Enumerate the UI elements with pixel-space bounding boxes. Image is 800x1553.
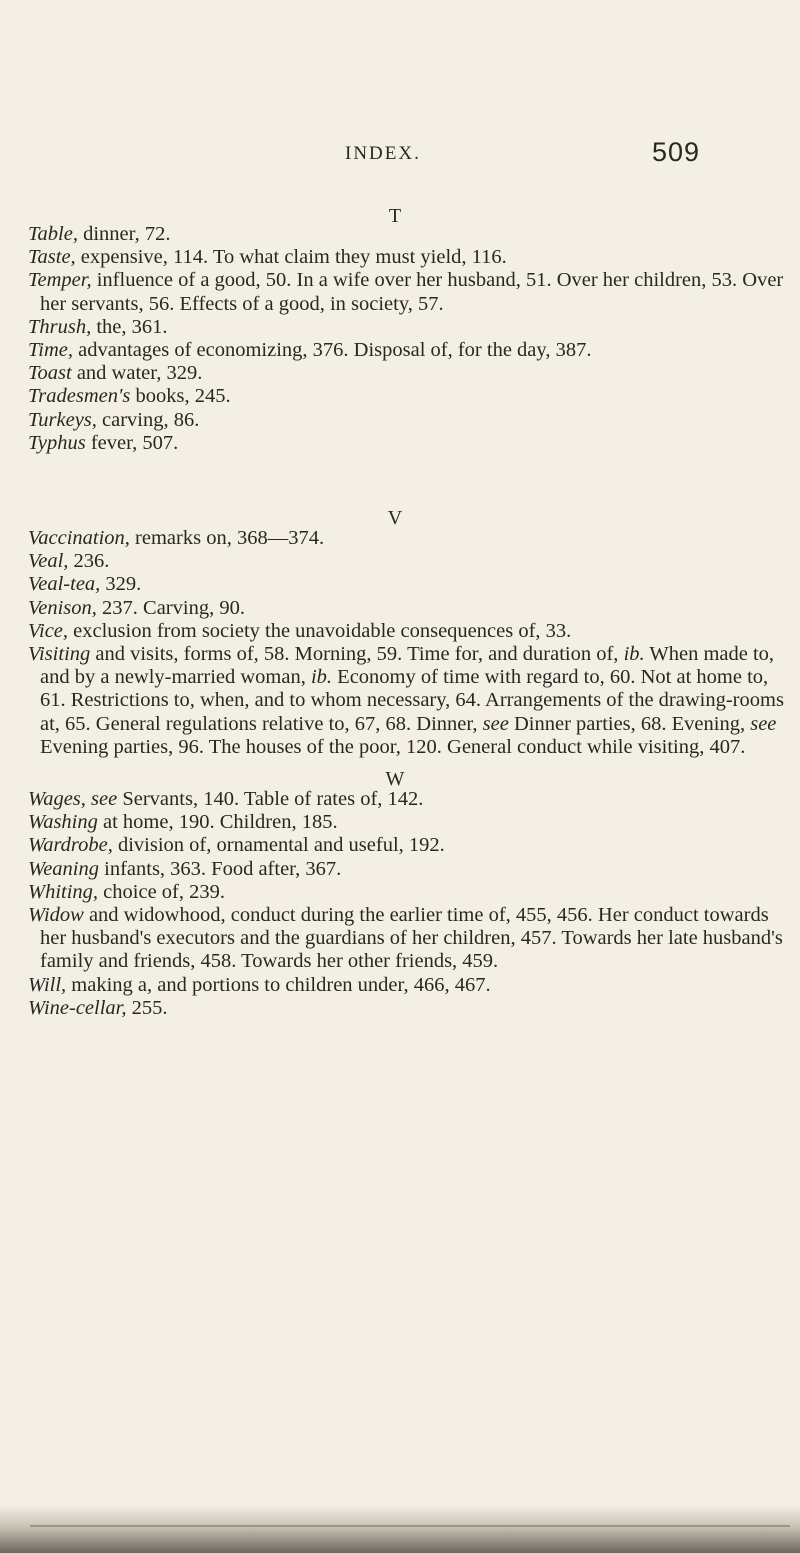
- index-entry: [28, 573, 793, 596]
- page-edge-line: [30, 1525, 790, 1527]
- page-number: 509: [652, 137, 701, 167]
- entry-text: 237. Carving, 90.: [96, 596, 245, 619]
- index-entry: [28, 997, 793, 1020]
- index-entry: [28, 409, 793, 432]
- entry-text: and visits, forms of, 58. Morning, 59. Time for, and duration of,: [90, 643, 624, 666]
- index-entry: [28, 858, 793, 881]
- index-entry: [28, 788, 793, 811]
- entry-term: Temper,: [28, 269, 92, 292]
- section-v-entries: [28, 527, 793, 759]
- see-ref: see: [750, 712, 777, 735]
- entry-term: Vice,: [28, 619, 69, 642]
- entry-term: Widow: [28, 904, 84, 927]
- entry-text: and water, 329.: [71, 362, 203, 385]
- see-ref: see: [482, 712, 509, 735]
- entry-term: Wages,: [28, 788, 86, 810]
- ibid-ref: ib.: [623, 643, 645, 666]
- entry-text: at home, 190. Children, 185.: [97, 811, 338, 834]
- ibid-ref: ib.: [310, 666, 333, 689]
- entry-term: Turkeys,: [28, 408, 97, 431]
- entry-text: the, 361.: [91, 315, 168, 338]
- entry-term: Veal-tea,: [28, 573, 101, 596]
- entry-term: Venison,: [28, 596, 97, 619]
- section-heading-t: T: [388, 205, 402, 227]
- entry-term: Veal,: [28, 550, 69, 573]
- section-heading-w: W: [385, 768, 405, 790]
- entry-term: Taste,: [28, 246, 76, 269]
- running-header: [0, 137, 800, 177]
- entry-text: 236.: [68, 550, 110, 573]
- entry-text: Dinner parties, 68. Evening,: [508, 712, 751, 735]
- entry-text: When made to, and by a newly-married woman,: [40, 643, 775, 689]
- entry-term: Whiting,: [28, 880, 99, 903]
- entry-text: expensive, 114. To what claim they must yield, 116.: [75, 246, 507, 269]
- entry-term: Tradesmen's: [28, 385, 131, 408]
- index-entry: [28, 316, 793, 339]
- index-entry: [28, 834, 793, 857]
- entry-text: remarks on, 368—374.: [129, 527, 325, 549]
- section-w-entries: [28, 788, 793, 1020]
- entry-text: Economy of time with regard to, 60. Not at home to, 61. Restrictions to, when, and to whom necessary, 64. Arrangements of the drawing-rooms at, 65. General regulations relative to, 67, 68. Dinner,: [40, 666, 784, 735]
- index-entry: [28, 620, 793, 643]
- entry-term: Will,: [28, 973, 67, 996]
- entry-term: Washing: [28, 811, 98, 834]
- entry-text: and widowhood, conduct during the earlier time of, 455, 456. Her conduct towards her husband's executors and the guardians of her children, 457. Towards her late husband's family and friends, 458. Towards her other friends, 459.: [40, 904, 783, 973]
- index-entry: [28, 246, 793, 269]
- index-entry: [28, 811, 793, 834]
- entry-term: Thrush,: [28, 315, 92, 338]
- entry-text: books, 245.: [130, 385, 231, 408]
- entry-text: choice of, 239.: [98, 880, 225, 903]
- page-bottom-edge: [0, 1505, 800, 1553]
- entry-text: 329.: [100, 573, 142, 596]
- entry-term: Wardrobe,: [28, 834, 113, 857]
- entry-text: advantages of economizing, 376. Disposal of, for the day, 387.: [73, 339, 592, 362]
- entry-term: Vaccination,: [28, 527, 130, 549]
- entry-term: Typhus: [28, 431, 86, 454]
- section-heading-v: V: [387, 507, 403, 529]
- index-entry: [28, 362, 793, 385]
- index-entry: [28, 432, 793, 455]
- index-entry: [28, 339, 793, 362]
- entry-text: Evening parties, 96. The houses of the poor, 120. General conduct while visiting, 407.: [40, 735, 746, 758]
- entry-term: Toast: [28, 362, 72, 385]
- index-entry: [28, 597, 793, 620]
- index-entry: [28, 904, 793, 974]
- index-entry: [28, 974, 793, 997]
- entry-text: influence of a good, 50. In a wife over her husband, 51. Over her children, 53. Over her servants, 56. Effects of a good, in society, 57.: [40, 269, 784, 315]
- index-entry: [28, 881, 793, 904]
- entry-text: fever, 507.: [85, 431, 179, 454]
- index-entry: [28, 643, 793, 759]
- index-entry: [28, 223, 793, 246]
- index-entry: [28, 269, 793, 315]
- running-title: INDEX.: [345, 143, 421, 164]
- entry-term: Wine-cellar,: [28, 996, 127, 1019]
- entry-text: division of, ornamental and useful, 192.: [112, 834, 445, 857]
- entry-term: Visiting: [28, 643, 91, 666]
- index-entry: [28, 527, 793, 550]
- entry-text: carving, 86.: [96, 408, 200, 431]
- index-entry: [28, 550, 793, 573]
- entry-text: exclusion from society the unavoidable consequences of, 33.: [68, 619, 572, 642]
- entry-term: Time,: [28, 339, 73, 362]
- entry-text: making a, and portions to children under, 466, 467.: [66, 973, 491, 996]
- index-entry: [28, 385, 793, 408]
- entry-text: dinner, 72.: [77, 223, 171, 245]
- section-t-entries: [28, 223, 793, 455]
- entry-text: infants, 363. Food after, 367.: [99, 857, 342, 880]
- entry-text: Servants, 140. Table of rates of, 142.: [117, 788, 424, 810]
- entry-text: 255.: [126, 996, 168, 1019]
- entry-term: Weaning: [28, 857, 99, 880]
- see-ref: see: [85, 788, 118, 810]
- entry-term: Table,: [28, 223, 78, 245]
